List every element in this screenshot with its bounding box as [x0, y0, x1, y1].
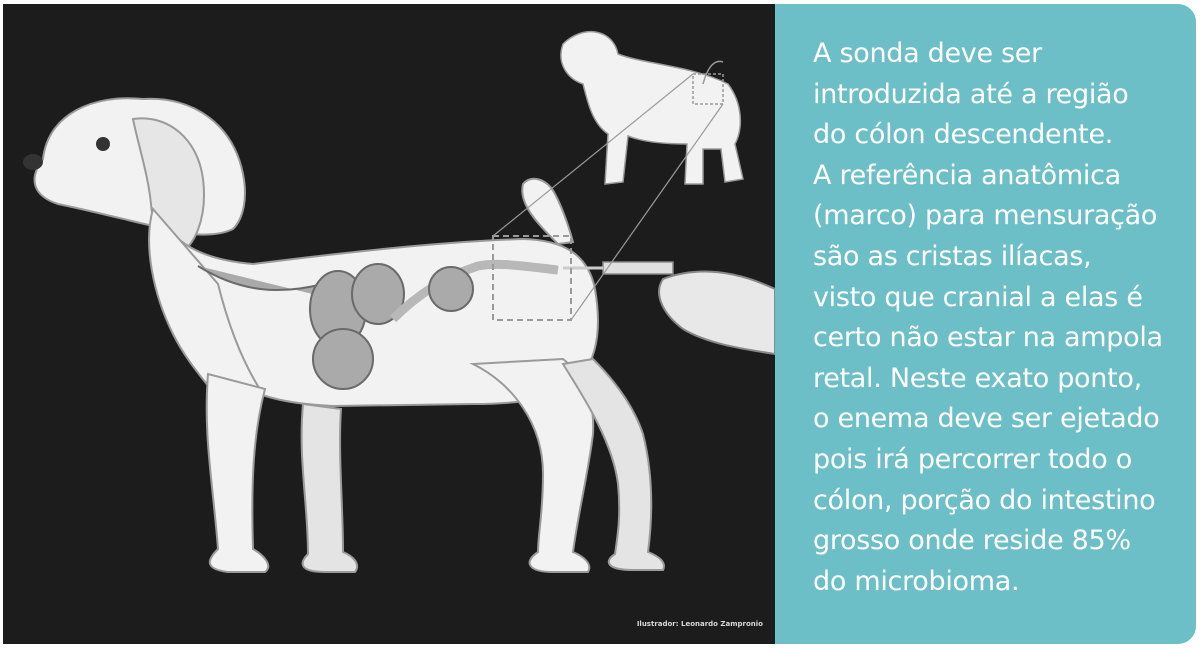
illustrator-credit: Ilustrador: Leonardo Zampronio	[636, 620, 763, 628]
dog-illustration-panel	[3, 4, 775, 644]
info-line: visto que cranial a elas é	[813, 281, 1143, 313]
info-line: cólon, porção do intestino	[813, 484, 1156, 516]
info-line: o enema deve ser ejetado	[813, 403, 1160, 435]
info-line: certo não estar na ampola	[813, 322, 1163, 354]
info-line: (marco) para mensuração	[813, 200, 1158, 232]
info-line: A referência anatômica	[813, 159, 1121, 191]
info-line: introduzida até a região	[813, 78, 1129, 110]
info-line: do cólon descendente.	[813, 119, 1114, 151]
info-line: A sonda deve ser	[813, 38, 1042, 69]
info-line: grosso onde reside 85%	[813, 525, 1131, 557]
info-line: são as cristas ilíacas,	[813, 240, 1092, 272]
info-line: pois irá percorrer todo o	[813, 443, 1132, 475]
hand-icon	[659, 272, 775, 354]
info-line: retal. Neste exato ponto,	[813, 362, 1142, 394]
info-line: do microbioma.	[813, 565, 1020, 597]
info-text	[813, 34, 1172, 602]
dog-anatomy-illustration	[3, 4, 775, 644]
info-panel	[775, 4, 1196, 644]
